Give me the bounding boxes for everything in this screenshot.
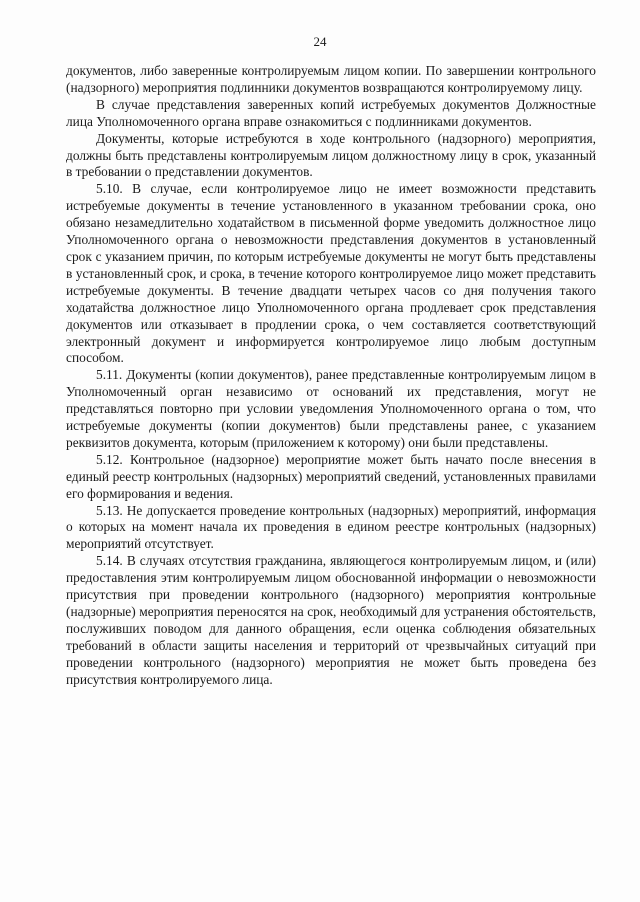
paragraph-5-11: 5.11. Документы (копии документов), ранее представленные контролируемым лицом в Уполномоченный орган независимо от оснований их представления, могут не представляться повторно при условии уведомления Уполномоченного органа о том, что истребуемые документы (копии документов) были представлены ранее, с указанием реквизитов документа, которым (приложением к которому) они были представлены. — [66, 367, 596, 450]
paragraph-certified-copies: В случае представления заверенных копий истребуемых документов Должностные лица Уполномоченного органа вправе ознакомиться с подлинниками документов. — [66, 96, 596, 129]
paragraph-5-10: 5.10. В случае, если контролируемое лицо не имеет возможности представить истребуемые документы в течение установленного в указанном требовании срока, оно обязано незамедлительно ходатайством в письменной форме уведомить должностное лицо Уполномоченного органа о невозможности представления документов в установленный срок с указанием причин, по которым истребуемые документы не могут быть представлены в установленный срок, и срока, в течение которого контролируемое лицо может представить истребуемые документы. В течение двадцати четырех часов со дня получения такого ходатайства должностное лицо Уполномоченного органа продлевает срок представления документов или отказывает в продлении срока, о чем составляется соответствующий электронный документ и информируется контролируемое лицо любым доступным способом. — [66, 181, 596, 366]
paragraph-5-12: 5.12. Контрольное (надзорное) мероприятие может быть начато после внесения в единый реестр контрольных (надзорных) мероприятий сведений, установленных правилами его формирования и ведения. — [66, 451, 596, 501]
paragraph-5-14: 5.14. В случаях отсутствия гражданина, являющегося контролируемым лицом, и (или) предоставления этим контролируемым лицом обоснованной информации о невозможности присутствия при проведении контрольного (надзорного) мероприятия контрольные (надзорные) мероприятия переносятся на срок, необходимый для устранения обстоятельств, послуживших поводом для данного обращения, если оценка соблюдения обязательных требований в области защиты населения и территорий от чрезвычайных ситуаций при проведении контрольного (надзорного) мероприятия не может быть проведена без присутствия контролируемого лица. — [66, 553, 596, 687]
page-number: 24 — [313, 34, 327, 49]
paragraph-documents-deadline: Документы, которые истребуются в ходе контрольного (надзорного) мероприятия, должны быть представлены контролируемым лицом должностному лицу в срок, указанный в требовании о представлении документов. — [66, 130, 596, 180]
paragraph-continuation: документов, либо заверенные контролируемым лицом копии. По завершении контрольного (надзорного) мероприятия подлинники документов возвращаются контролируемому лицу. — [66, 63, 596, 95]
document-body — [66, 63, 596, 689]
paragraph-5-13: 5.13. Не допускается проведение контрольных (надзорных) мероприятий, информация о которых на момент начала их проведения в едином реестре контрольных (надзорных) мероприятий отсутствует. — [66, 502, 596, 552]
